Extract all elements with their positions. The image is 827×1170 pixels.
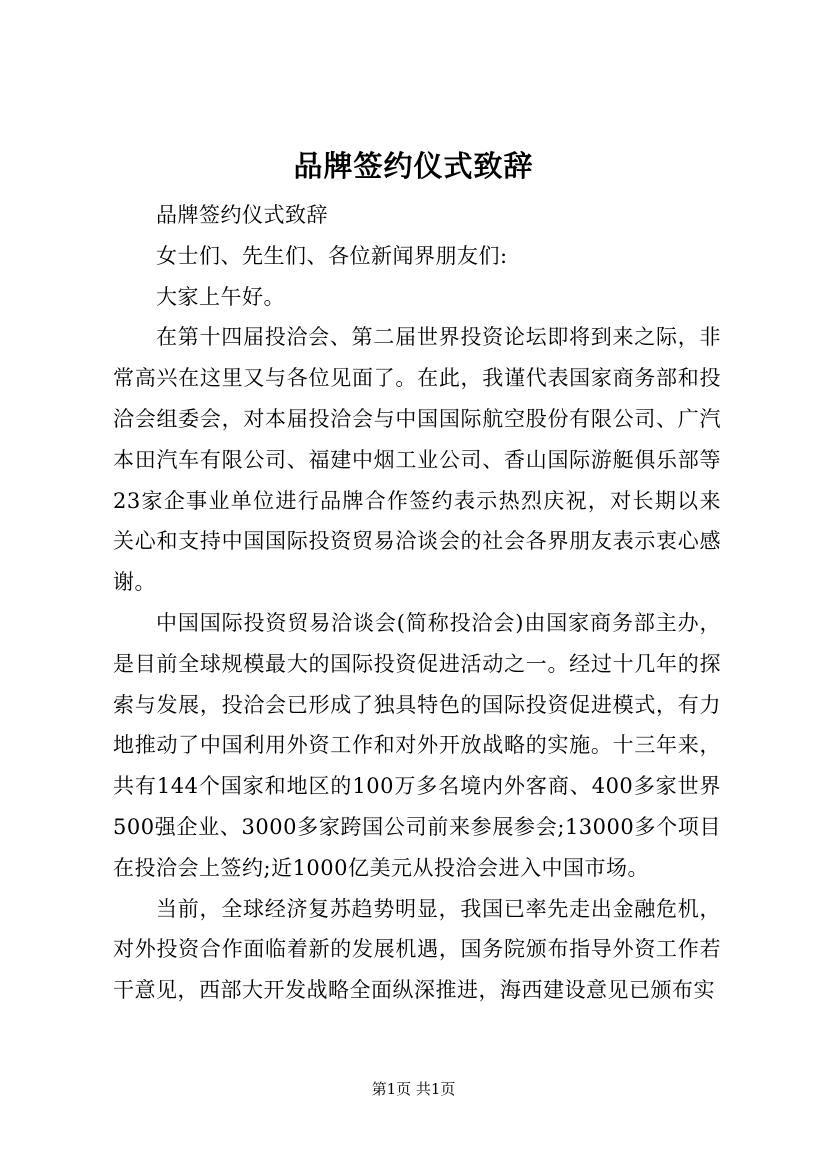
- document-title: 品牌签约仪式致辞: [293, 149, 534, 183]
- page-number-footer: 第1页 共1页: [371, 1080, 456, 1098]
- paragraph-greeting: 大家上午好。: [156, 284, 285, 309]
- paragraph-opening: 在第十四届投洽会、第二届世界投资论坛即将到来之际，非常高兴在这里又与各位见面了。在此，我谨代表国家商务部和投洽会组委会，对本届投洽会与中国国际航空股份有限公司、广汽本田汽车有限公司、福建中烟工业公司、香山国际游艇俱乐部等23家企事业单位进行品牌合作签约表示热烈庆祝，对长期以来关心和支持中国国际投资贸易洽谈会的社会各界朋友表示衷心感谢。: [113, 325, 721, 595]
- paragraph-subtitle: 品牌签约仪式致辞: [156, 203, 328, 227]
- document-body: [113, 195, 721, 1011]
- paragraph-salutation: 女士们、先生们、各位新闻界朋友们:: [156, 243, 508, 268]
- paragraph-introduction: 中国国际投资贸易洽谈会(简称投洽会)由国家商务部主办，是目前全球规模最大的国际投资促进活动之一。经过十几年的探索与发展，投洽会已形成了独具特色的国际投资促进模式，有力地推动了中国利用外资工作和对外开放战略的实施。十三年来，共有144个国家和地区的100万多名境内外客商、400多家世界500强企业、3000多家跨国公司前来参展参会;13000多个项目在投洽会上签约;近1000亿美元从投洽会进入中国市场。: [113, 610, 721, 880]
- paragraph-current-situation: 当前，全球经济复苏趋势明显，我国已率先走出金融危机，对外投资合作面临着新的发展机遇，国务院颁布指导外资工作若干意见，西部大开发战略全面纵深推进，海西建设意见已颁布实: [113, 896, 721, 1003]
